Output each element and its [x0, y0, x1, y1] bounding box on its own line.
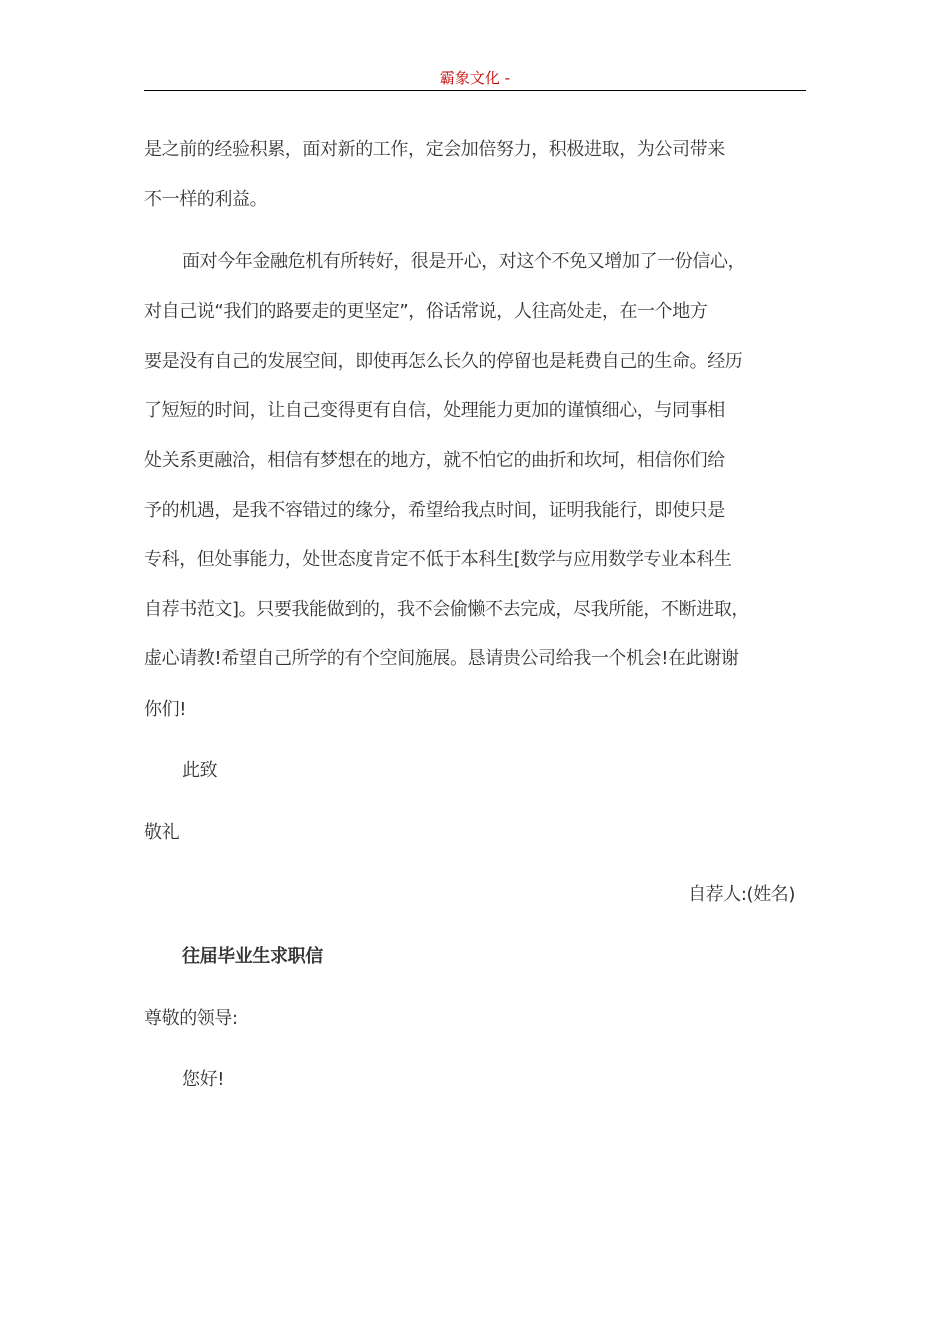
body-line-3: 面对今年金融危机有所转好，很是开心，对这个不免又增加了一份信心，: [182, 251, 746, 272]
body-line-9: 专科，但处事能力，处世态度肯定不低于本科生[数学与应用数学专业本科生: [144, 549, 732, 570]
body-line-4: 对自己说“我们的路要走的更坚定”，俗话常说，人往高处走，在一个地方: [144, 301, 708, 322]
body-line-2: 不一样的利益。: [144, 189, 268, 210]
section-title: 往届毕业生求职信: [182, 946, 323, 967]
header-divider: [144, 90, 806, 91]
body-line-10: 自荐书范文]。只要我能做到的，我不会偷懒不去完成，尽我所能，不断进取，: [144, 599, 750, 620]
body-line-12: 你们!: [144, 699, 187, 720]
page-header: 霸象文化 -: [439, 69, 511, 87]
greeting: 您好!: [182, 1069, 225, 1090]
body-line-11: 虚心请教!希望自己所学的有个空间施展。恳请贵公司给我一个机会!在此谢谢: [144, 648, 739, 669]
body-line-5: 要是没有自己的发展空间，即使再怎么长久的停留也是耗费自己的生命。经历: [144, 351, 743, 372]
body-line-6: 了短短的时间，让自己变得更有自信，处理能力更加的谨慎细心，与同事相: [144, 400, 725, 421]
closing-jingli: 敬礼: [144, 822, 180, 843]
salutation: 尊敬的领导:: [144, 1008, 238, 1029]
body-line-1: 是之前的经验积累，面对新的工作，定会加倍努力，积极进取，为公司带来: [144, 139, 725, 160]
body-line-7: 处关系更融洽，相信有梦想在的地方，就不怕它的曲折和坎坷，相信你们给: [144, 450, 725, 471]
body-line-8: 予的机遇，是我不容错过的缘分，希望给我点时间，证明我能行，即使只是: [144, 500, 725, 521]
signature: 自荐人:(姓名): [688, 884, 795, 905]
closing-cizhi: 此致: [182, 760, 218, 781]
